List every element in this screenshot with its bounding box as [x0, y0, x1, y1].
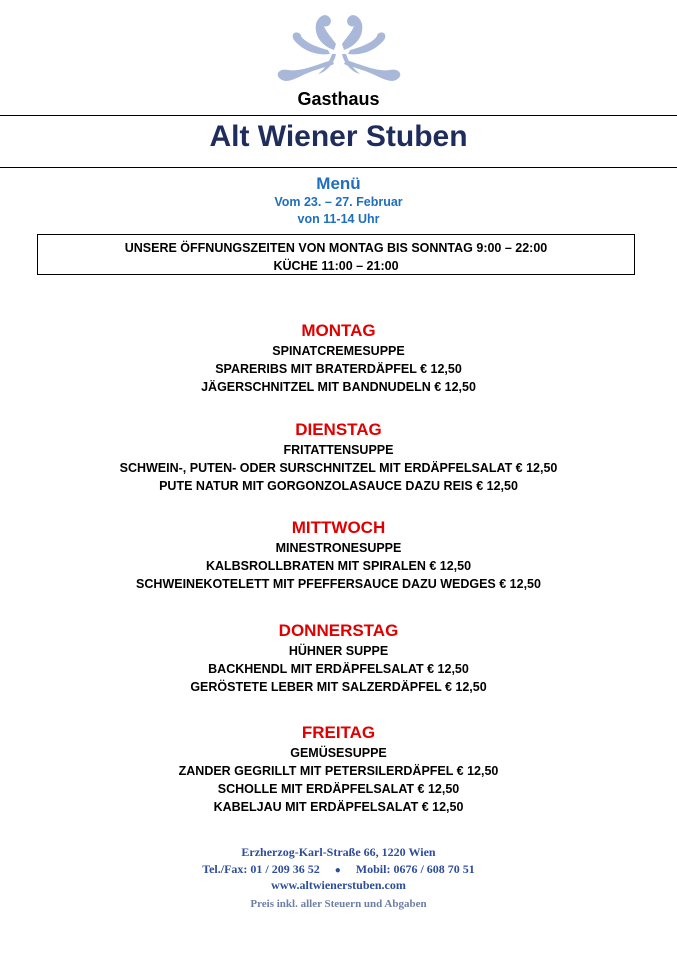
day-section-dienstag: [0, 419, 677, 495]
menu-title: Menü: [316, 174, 361, 193]
header-bottom-rule: [0, 167, 677, 168]
menu-dates: Vom 23. – 27. Februar: [274, 195, 403, 209]
dish-item: SPARERIBS MIT BRATERDÄPFEL € 12,50: [215, 362, 462, 376]
day-name: DIENSTAG: [295, 420, 382, 439]
dish-item: GERÖSTETE LEBER MIT SALZERDÄPFEL € 12,50: [190, 680, 487, 694]
dish-soup: SPINATCREMESUPPE: [272, 344, 405, 358]
header-top-rule: [0, 115, 677, 116]
bullet-separator-icon: ●: [334, 865, 341, 876]
dish-soup: FRITATTENSUPPE: [283, 443, 394, 457]
dish-soup: MINESTRONESUPPE: [275, 541, 402, 555]
dish-item: KABELJAU MIT ERDÄPFELSALAT € 12,50: [213, 800, 464, 814]
day-section-freitag: [0, 722, 677, 816]
footer-mobile: Mobil: 0676 / 608 70 51: [355, 862, 475, 876]
day-section-donnerstag: [0, 620, 677, 696]
dish-item: PUTE NATUR MIT GORGONZOLASAUCE DAZU REIS € 12,50: [159, 479, 518, 493]
day-section-mittwoch: [0, 517, 677, 593]
header-kicker: Gasthaus: [297, 89, 380, 109]
dish-item: KALBSROLLBRATEN MIT SPIRALEN € 12,50: [205, 559, 472, 573]
footer-contact: [0, 862, 677, 877]
dish-item: JÄGERSCHNITZEL MIT BANDNUDELN € 12,50: [201, 380, 476, 394]
dish-soup: HÜHNER SUPPE: [288, 644, 389, 658]
dish-item: ZANDER GEGRILLT MIT PETERSILERDÄPFEL € 12,50: [178, 764, 499, 778]
day-name: MITTWOCH: [291, 518, 386, 537]
baroque-scroll-ornament-icon: [272, 10, 406, 84]
dish-item: BACKHENDL MIT ERDÄPFELSALAT € 12,50: [208, 662, 469, 676]
dish-item: SCHWEINEKOTELETT MIT PFEFFERSAUCE DAZU WEDGES € 12,50: [136, 577, 541, 591]
day-name: DONNERSTAG: [278, 621, 399, 640]
page-title: Alt Wiener Stuben: [209, 120, 468, 153]
dish-item: SCHWEIN-, PUTEN- ODER SURSCHNITZEL MIT ERDÄPFELSALAT € 12,50: [119, 461, 558, 475]
menu-heading: [0, 174, 677, 228]
day-section-montag: [0, 320, 677, 396]
kitchen-hours-line: KÜCHE 11:00 – 21:00: [273, 259, 399, 273]
opening-hours-box: [37, 234, 635, 275]
footer-website-link[interactable]: www.altwienerstuben.com: [271, 878, 406, 892]
opening-hours-line: UNSERE ÖFFNUNGSZEITEN VON MONTAG BIS SONNTAG 9:00 – 22:00: [124, 241, 548, 255]
footer-address: Erzherzog-Karl-Straße 66, 1220 Wien: [241, 845, 436, 859]
day-name: FREITAG: [301, 723, 376, 742]
footer-price-note: Preis inkl. aller Steuern und Abgaben: [250, 898, 427, 910]
footer-phone: Tel./Fax: 01 / 209 36 52: [202, 862, 320, 876]
day-name: MONTAG: [301, 321, 376, 340]
dish-soup: GEMÜSESUPPE: [290, 746, 387, 760]
menu-time: von 11-14 Uhr: [297, 212, 380, 226]
dish-item: SCHOLLE MIT ERDÄPFELSALAT € 12,50: [217, 782, 460, 796]
